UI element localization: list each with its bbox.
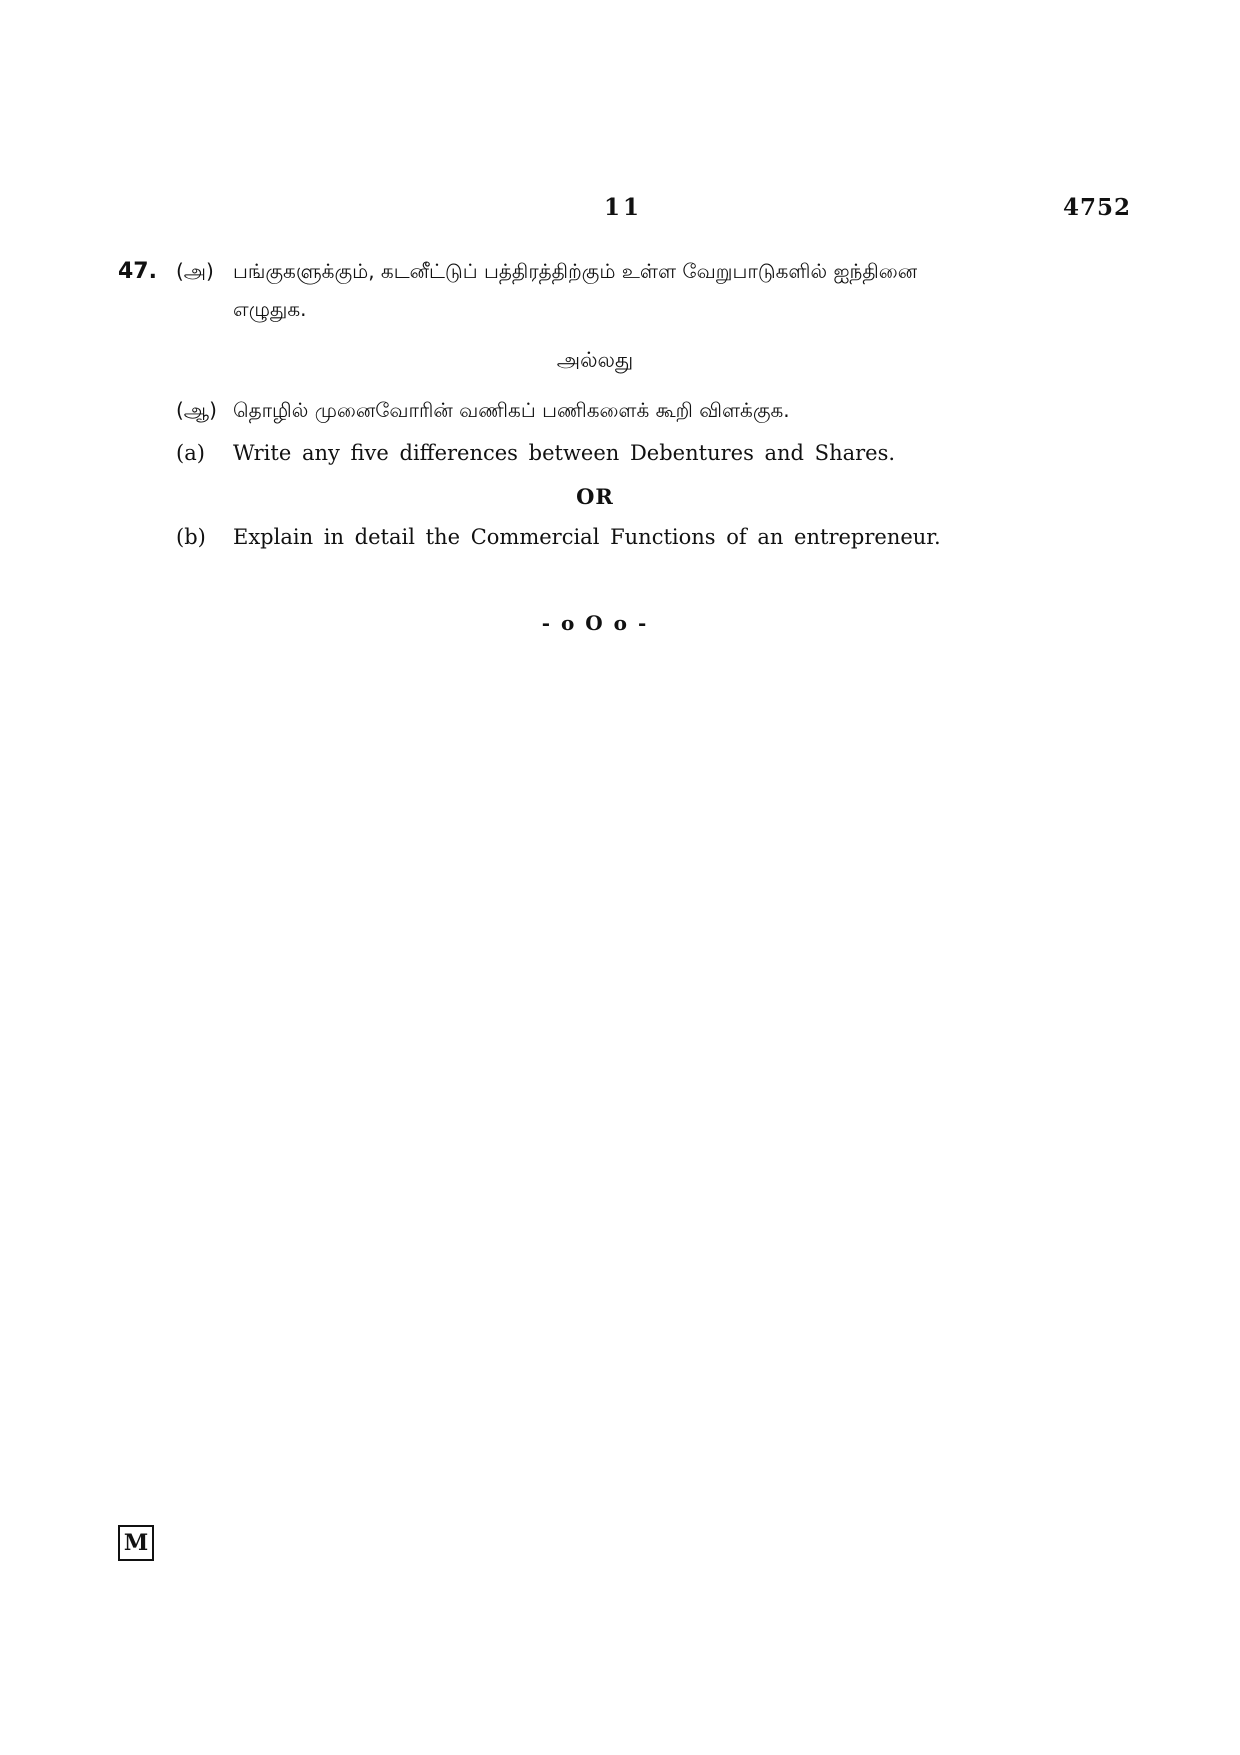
english-option-a-text: Write any five differences between Debentures and Shares.	[233, 441, 896, 465]
tamil-or-separator: அல்லது	[556, 348, 634, 372]
question-number: 47.	[118, 259, 157, 284]
english-or-separator: OR	[576, 484, 614, 509]
end-of-paper-mark: - o O o -	[541, 611, 649, 635]
tamil-option-b-text: தொழில் முனைவோரின் வணிகப் பணிகளைக் கூறி விளக்குக.	[233, 398, 790, 422]
page-number: 11	[604, 194, 643, 221]
tamil-option-a-line-2: எழுதுக.	[233, 297, 307, 321]
tamil-option-a-line-1: பங்குகளுக்கும், கடனீட்டுப் பத்திரத்திற்கும் உள்ள வேறுபாடுகளில் ஐந்தினை	[233, 259, 918, 283]
paper-code: 4752	[1063, 194, 1132, 221]
english-option-b-text: Explain in detail the Commercial Functions of an entrepreneur.	[233, 525, 941, 549]
english-option-a-label: (a)	[176, 441, 205, 465]
english-option-b-label: (b)	[176, 525, 206, 549]
tamil-option-b-label: (ஆ)	[176, 398, 217, 422]
tamil-option-a-label: (அ)	[176, 259, 214, 283]
medium-mark-box: M	[118, 1525, 154, 1561]
